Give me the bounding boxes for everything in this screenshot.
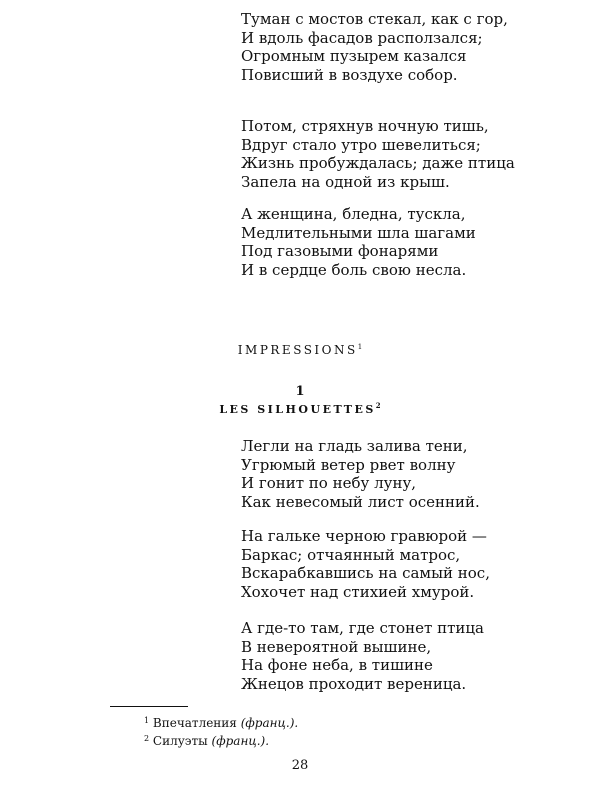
poem-line: Повисший в воздухе собор. [241, 65, 458, 84]
poem-line: Жнецов проходит вереница. [241, 674, 467, 693]
poem1-stanza-2 [241, 117, 515, 191]
poem-line: Как невесомый лист осенний. [241, 492, 480, 511]
footnote-mark: 1 [144, 716, 150, 725]
poem1-stanza-3 [241, 205, 476, 279]
poem-line: Угрюмый ветер рвет волну [241, 455, 456, 474]
poem-line: На фоне неба, в тишине [241, 656, 433, 674]
footnotes [144, 713, 298, 749]
poem-line: И гонит по небу луну, [241, 474, 417, 492]
part-title-text: LES SILHOUETTES [219, 403, 376, 416]
poem2-stanza-3 [241, 619, 484, 693]
poem-line: Потом, стряхнув ночную тишь, [241, 117, 489, 135]
poem-line: Вскарабкавшись на самый нос, [241, 564, 490, 582]
poem-line: А женщина, бледна, тускла, [241, 205, 466, 223]
poem-line: Медлительными шла шагами [241, 223, 476, 242]
poem-line: Жизнь пробуждалась; даже птица [241, 154, 515, 172]
section-title-text: IMPRESSIONS [237, 343, 358, 357]
footnote-text: Впечатления [152, 716, 237, 730]
poem1-stanza-1 [241, 10, 508, 84]
footnote-mark: 2 [375, 401, 381, 410]
part-title [0, 401, 600, 416]
poem-line: И в сердце боль свою несла. [241, 260, 467, 279]
page-number: 28 [291, 758, 309, 773]
footnote-divider [110, 706, 188, 707]
poem-line: Легли на гладь залива тени, [241, 437, 468, 455]
footnote-mark: 1 [357, 343, 363, 351]
poem-line: Под газовыми фонарями [241, 242, 439, 260]
poem-line: Запела на одной из крыш. [241, 172, 450, 191]
poem2-stanza-1 [241, 437, 480, 511]
part-number: 1 [295, 384, 305, 399]
poem-line: На гальке черною гравюрой — [241, 527, 487, 545]
poem2-stanza-2 [241, 527, 490, 601]
poem-line: Огромным пузырем казался [241, 47, 467, 65]
poem-line: Туман с мостов стекал, как с гор, [241, 10, 508, 28]
poem-line: И вдоль фасадов расползался; [241, 28, 483, 47]
footnote-2 [144, 731, 298, 749]
poem-line: А где-то там, где стонет птица [241, 619, 485, 637]
poem-line: Хохочет над стихией хмурой. [241, 582, 475, 601]
poem-line: Баркас; отчаянный матрос, [241, 545, 461, 564]
footnote-text: Силуэты [152, 734, 208, 748]
footnote-mark: 2 [144, 734, 150, 743]
footnote-note: (франц.). [240, 716, 299, 730]
footnote-note: (франц.). [211, 734, 270, 748]
footnote-1 [144, 713, 298, 731]
section-title [0, 343, 600, 357]
poem-line: Вдруг стало утро шевелиться; [241, 135, 481, 154]
poem-line: В невероятной вышине, [241, 637, 432, 656]
